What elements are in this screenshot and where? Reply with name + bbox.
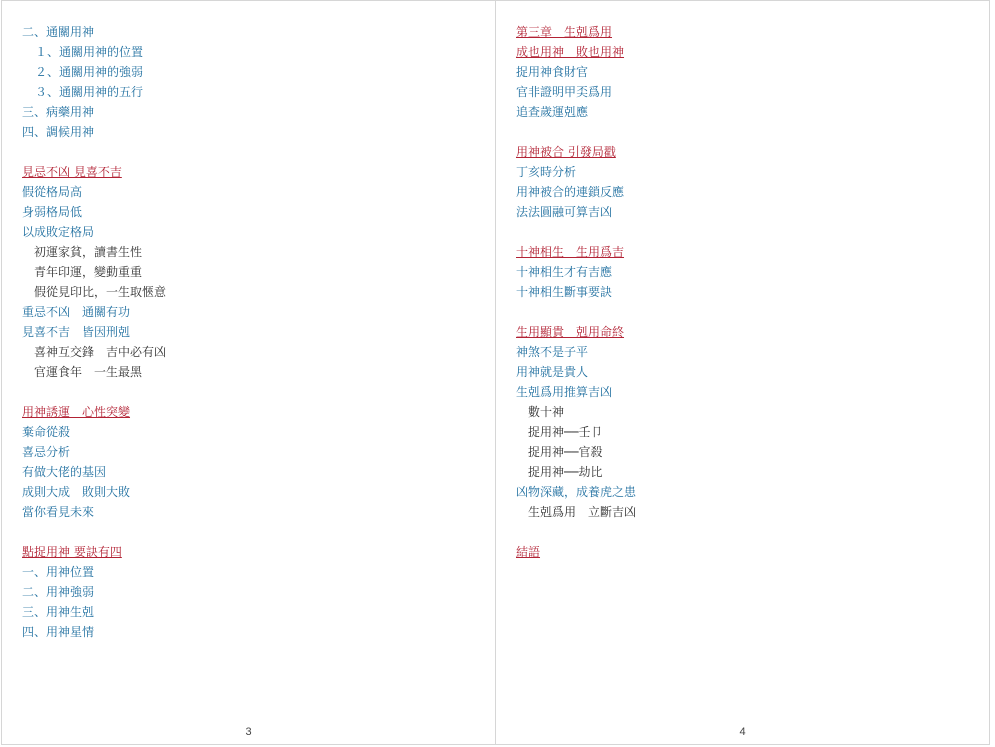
right-page	[495, 0, 990, 745]
toc-entry-text: 捉用神──官殺	[528, 445, 603, 459]
toc-heading-link[interactable]: 生用顯貴 剋用命終	[516, 325, 625, 339]
toc-heading-link[interactable]: 用神被合 引發局戳	[516, 145, 616, 159]
toc-entry-link[interactable]: 神煞不是子平	[516, 345, 589, 359]
toc-entry-link[interactable]: 有做大佬的基因	[22, 465, 107, 479]
toc-subentry-text	[22, 262, 166, 282]
toc-heading-link[interactable]: 十神相生 生用爲吉	[516, 245, 625, 259]
table-of-contents-left	[22, 22, 166, 642]
toc-entry-text: 生剋爲用 立斷吉凶	[528, 505, 637, 519]
toc-entry[interactable]	[22, 302, 166, 322]
toc-entry-text: 捉用神──壬卩	[528, 425, 603, 439]
toc-entry-link[interactable]: 喜忌分析	[22, 445, 71, 459]
toc-entry[interactable]	[516, 162, 636, 182]
toc-entry-link[interactable]: 追查歲運剋應	[516, 105, 589, 119]
toc-subentry[interactable]	[22, 62, 166, 82]
toc-section-heading[interactable]	[22, 402, 166, 422]
toc-entry[interactable]	[516, 282, 636, 302]
section-spacer	[516, 122, 636, 142]
toc-subentry-text	[22, 362, 166, 382]
toc-entry-text: 假從見印比，一生取愜意	[34, 285, 167, 299]
toc-entry[interactable]	[22, 562, 166, 582]
toc-entry-link[interactable]: 二、通關用神	[22, 25, 95, 39]
toc-subentry[interactable]	[22, 42, 166, 62]
toc-entry-link[interactable]: 四、調候用神	[22, 125, 95, 139]
toc-entry[interactable]	[22, 622, 166, 642]
toc-entry-link[interactable]: 四、用神星情	[22, 625, 95, 639]
toc-entry-link[interactable]: １、通關用神的位置	[35, 45, 144, 59]
toc-entry-text: 官運食年 一生最黑	[34, 365, 143, 379]
toc-subentry-text	[22, 242, 166, 262]
toc-heading-link[interactable]: 成也用神 敗也用神	[516, 45, 625, 59]
left-page	[1, 0, 496, 745]
toc-section-heading[interactable]	[22, 162, 166, 182]
toc-entry-link[interactable]: 生剋爲用推算吉凶	[516, 385, 613, 399]
toc-entry[interactable]	[22, 122, 166, 142]
toc-subentry-text	[516, 502, 636, 522]
toc-entry-link[interactable]: 用神就是貴人	[516, 365, 589, 379]
toc-subentry-text	[516, 422, 636, 442]
toc-entry-link[interactable]: 丁亥時分析	[516, 165, 577, 179]
toc-entry[interactable]	[516, 262, 636, 282]
toc-entry-text: 初運家貧，讀書生性	[34, 245, 143, 259]
toc-entry-link[interactable]: 一、用神位置	[22, 565, 95, 579]
toc-entry[interactable]	[516, 182, 636, 202]
toc-entry-link[interactable]: ２、通關用神的強弱	[35, 65, 144, 79]
toc-entry-link[interactable]: 棄命從殺	[22, 425, 71, 439]
toc-entry-link[interactable]: 捉用神食財官	[516, 65, 589, 79]
toc-heading-link[interactable]: 見忌不凶 見喜不吉	[22, 165, 122, 179]
toc-entry-text: 數十神	[528, 405, 565, 419]
toc-entry-link[interactable]: 當你看見未來	[22, 505, 95, 519]
toc-subentry[interactable]	[22, 82, 166, 102]
toc-subentry-text	[22, 342, 166, 362]
toc-entry-link[interactable]: 以成敗定格局	[22, 225, 95, 239]
toc-entry[interactable]	[22, 322, 166, 342]
toc-entry-link[interactable]: 二、用神強弱	[22, 585, 95, 599]
toc-entry[interactable]	[516, 482, 636, 502]
toc-entry[interactable]	[516, 82, 636, 102]
toc-entry-link[interactable]: 法法圓融可算吉凶	[516, 205, 613, 219]
toc-entry-link[interactable]: ３、通關用神的五行	[35, 85, 144, 99]
toc-entry-link[interactable]: 十神相生才有吉應	[516, 265, 613, 279]
toc-entry[interactable]	[516, 362, 636, 382]
toc-section-heading[interactable]	[516, 42, 636, 62]
toc-entry[interactable]	[22, 222, 166, 242]
toc-entry[interactable]	[22, 102, 166, 122]
toc-entry[interactable]	[516, 382, 636, 402]
toc-entry[interactable]	[22, 502, 166, 522]
toc-entry-link[interactable]: 假從格局高	[22, 185, 83, 199]
toc-entry[interactable]	[22, 462, 166, 482]
section-spacer	[516, 302, 636, 322]
toc-section-heading[interactable]	[516, 22, 636, 42]
page-number: 4	[739, 726, 746, 738]
toc-entry-link[interactable]: 用神被合的連鎖反應	[516, 185, 625, 199]
toc-entry-link[interactable]: 十神相生斷事要訣	[516, 285, 613, 299]
section-spacer	[22, 522, 166, 542]
toc-entry-link[interactable]: 身弱格局低	[22, 205, 83, 219]
toc-section-heading[interactable]	[516, 242, 636, 262]
toc-section-heading[interactable]	[516, 542, 636, 562]
toc-entry[interactable]	[22, 442, 166, 462]
toc-section-heading[interactable]	[516, 322, 636, 342]
toc-section-heading[interactable]	[22, 542, 166, 562]
page-number: 3	[245, 726, 252, 738]
toc-entry[interactable]	[22, 22, 166, 42]
section-spacer	[22, 382, 166, 402]
toc-entry-link[interactable]: 三、病藥用神	[22, 105, 95, 119]
toc-entry-text: 捉用神──劫比	[528, 465, 603, 479]
toc-entry-link[interactable]: 三、用神生剋	[22, 605, 95, 619]
toc-entry-link[interactable]: 官非證明甲奀爲用	[516, 85, 613, 99]
toc-entry[interactable]	[516, 62, 636, 82]
toc-entry[interactable]	[22, 582, 166, 602]
toc-entry[interactable]	[22, 602, 166, 622]
toc-entry-text: 喜神互交鋒 吉中必有凶	[34, 345, 167, 359]
toc-entry[interactable]	[22, 182, 166, 202]
toc-entry[interactable]	[22, 422, 166, 442]
section-spacer	[516, 222, 636, 242]
toc-entry[interactable]	[516, 102, 636, 122]
toc-entry[interactable]	[516, 342, 636, 362]
toc-section-heading[interactable]	[516, 142, 636, 162]
section-spacer	[22, 142, 166, 162]
section-spacer	[516, 522, 636, 542]
toc-entry-text: 青年印運，變動重重	[34, 265, 143, 279]
toc-entry-link[interactable]: 凶物深藏，成養虎之患	[516, 485, 637, 499]
toc-entry[interactable]	[22, 482, 166, 502]
toc-entry[interactable]	[516, 202, 636, 222]
toc-entry-link[interactable]: 成則大成 敗則大敗	[22, 485, 131, 499]
toc-entry-link[interactable]: 重忌不凶 通關有功	[22, 305, 131, 319]
toc-subentry-text	[516, 442, 636, 462]
toc-subentry-text	[516, 462, 636, 482]
toc-heading-link[interactable]: 點捉用神 要訣有四	[22, 545, 122, 559]
toc-heading-link[interactable]: 第三章 生剋爲用	[516, 25, 613, 39]
toc-entry[interactable]	[22, 202, 166, 222]
toc-entry-link[interactable]: 見喜不吉 皆因刑剋	[22, 325, 131, 339]
toc-subentry-text	[22, 282, 166, 302]
toc-heading-link[interactable]: 結語	[516, 545, 541, 559]
table-of-contents-right	[516, 22, 636, 562]
toc-heading-link[interactable]: 用神誘運 心性突變	[22, 405, 131, 419]
toc-subentry-text	[516, 402, 636, 422]
